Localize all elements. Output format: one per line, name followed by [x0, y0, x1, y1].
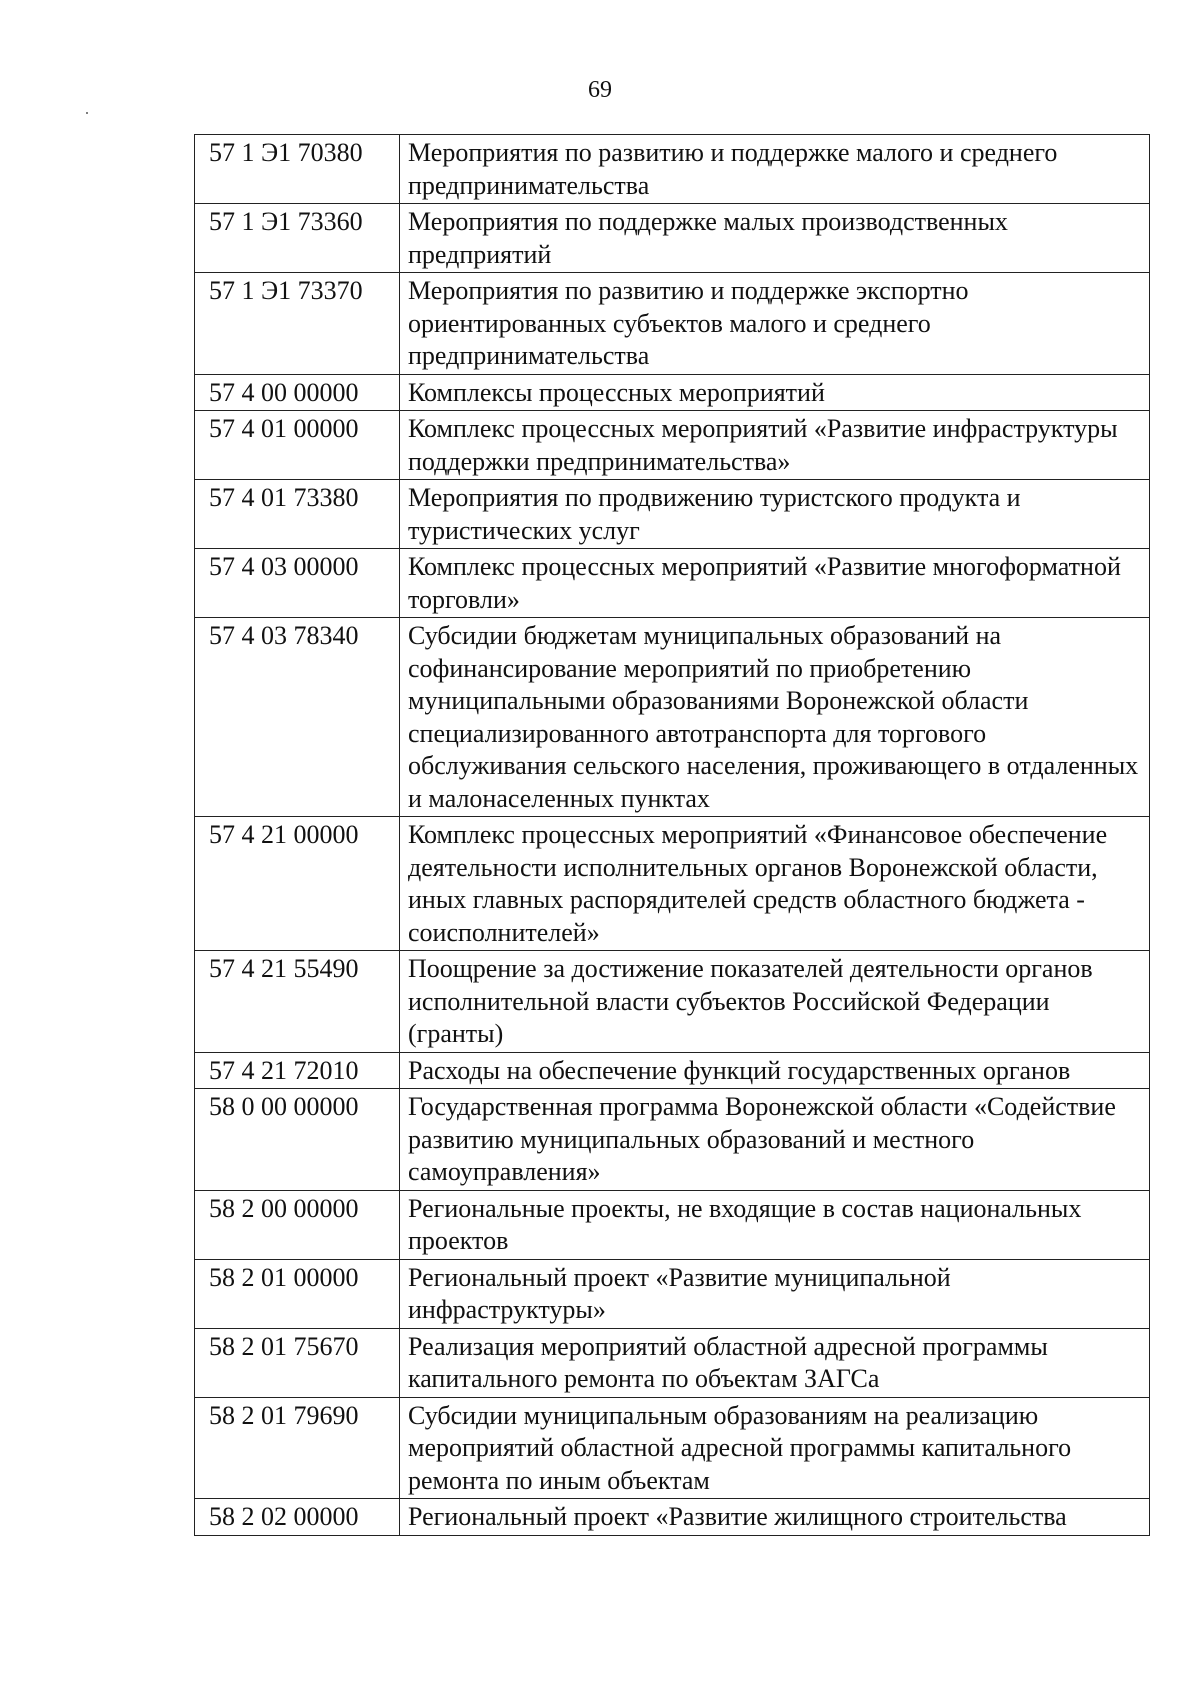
- row-name: Расходы на обеспечение функций государственных органов: [400, 1052, 1150, 1089]
- table-row: [195, 204, 1150, 273]
- row-name: Комплекс процессных мероприятий «Развитие инфраструктуры поддержки предпринимательства»: [400, 411, 1150, 480]
- page-number: 69: [588, 77, 612, 103]
- table-row: [195, 1499, 1150, 1536]
- row-code: 58 2 01 79690: [195, 1397, 400, 1499]
- table-body: [195, 135, 1150, 1536]
- table-row: [195, 618, 1150, 817]
- row-code: 57 4 03 00000: [195, 549, 400, 618]
- table-row: [195, 374, 1150, 411]
- table-row: [195, 951, 1150, 1053]
- table-row: [195, 1190, 1150, 1259]
- row-name: Комплексы процессных мероприятий: [400, 374, 1150, 411]
- row-name: Поощрение за достижение показателей деятельности органов исполнительной власти субъектов Российской Федерации (гранты): [400, 951, 1150, 1053]
- row-code: 57 4 21 00000: [195, 817, 400, 951]
- table-row: [195, 1328, 1150, 1397]
- row-name: Региональные проекты, не входящие в состав национальных проектов: [400, 1190, 1150, 1259]
- row-name: Государственная программа Воронежской области «Содействие развитию муниципальных образований и местного самоуправления»: [400, 1089, 1150, 1191]
- row-name: Субсидии муниципальным образованиям на реализацию мероприятий областной адресной программы капитального ремонта по иным объектам: [400, 1397, 1150, 1499]
- row-code: 57 4 00 00000: [195, 374, 400, 411]
- scan-speck: [86, 112, 88, 114]
- row-code: 58 2 00 00000: [195, 1190, 400, 1259]
- row-code: 57 1 Э1 70380: [195, 135, 400, 204]
- row-name: Мероприятия по продвижению туристского продукта и туристических услуг: [400, 480, 1150, 549]
- row-code: 58 2 02 00000: [195, 1499, 400, 1536]
- row-code: 58 2 01 00000: [195, 1259, 400, 1328]
- row-code: 57 4 21 72010: [195, 1052, 400, 1089]
- table-row: [195, 411, 1150, 480]
- row-code: 57 1 Э1 73360: [195, 204, 400, 273]
- row-name: Региональный проект «Развитие муниципальной инфраструктуры»: [400, 1259, 1150, 1328]
- row-code: 57 4 21 55490: [195, 951, 400, 1053]
- row-code: 57 4 03 78340: [195, 618, 400, 817]
- row-name: Мероприятия по развитию и поддержке экспортно ориентированных субъектов малого и среднего предпринимательства: [400, 273, 1150, 375]
- row-name: Мероприятия по поддержке малых производственных предприятий: [400, 204, 1150, 273]
- table-row: [195, 1052, 1150, 1089]
- row-name: Субсидии бюджетам муниципальных образований на софинансирование мероприятий по приобретению муниципальными образованиями Воронежской области специализированного автотранспорта для торгового обслуживания сельского населения, проживающего в отдаленных и малонаселенных пунктах: [400, 618, 1150, 817]
- row-code: 57 1 Э1 73370: [195, 273, 400, 375]
- row-name: Комплекс процессных мероприятий «Финансовое обеспечение деятельности исполнительных органов Воронежской области, иных главных распорядителей средств областного бюджета - соисполнителей»: [400, 817, 1150, 951]
- table-row: [195, 549, 1150, 618]
- row-name: Региональный проект «Развитие жилищного строительства: [400, 1499, 1150, 1536]
- table-row: [195, 817, 1150, 951]
- table-row: [195, 1259, 1150, 1328]
- table-row: [195, 1089, 1150, 1191]
- row-code: 58 2 01 75670: [195, 1328, 400, 1397]
- row-name: Мероприятия по развитию и поддержке малого и среднего предпринимательства: [400, 135, 1150, 204]
- row-code: 57 4 01 73380: [195, 480, 400, 549]
- row-code: 57 4 01 00000: [195, 411, 400, 480]
- row-name: Реализация мероприятий областной адресной программы капитального ремонта по объектам ЗАГСа: [400, 1328, 1150, 1397]
- row-name: Комплекс процессных мероприятий «Развитие многоформатной торговли»: [400, 549, 1150, 618]
- table-row: [195, 273, 1150, 375]
- row-code: 58 0 00 00000: [195, 1089, 400, 1191]
- table-row: [195, 1397, 1150, 1499]
- table-row: [195, 135, 1150, 204]
- budget-classification-table: [194, 134, 1150, 1536]
- table-row: [195, 480, 1150, 549]
